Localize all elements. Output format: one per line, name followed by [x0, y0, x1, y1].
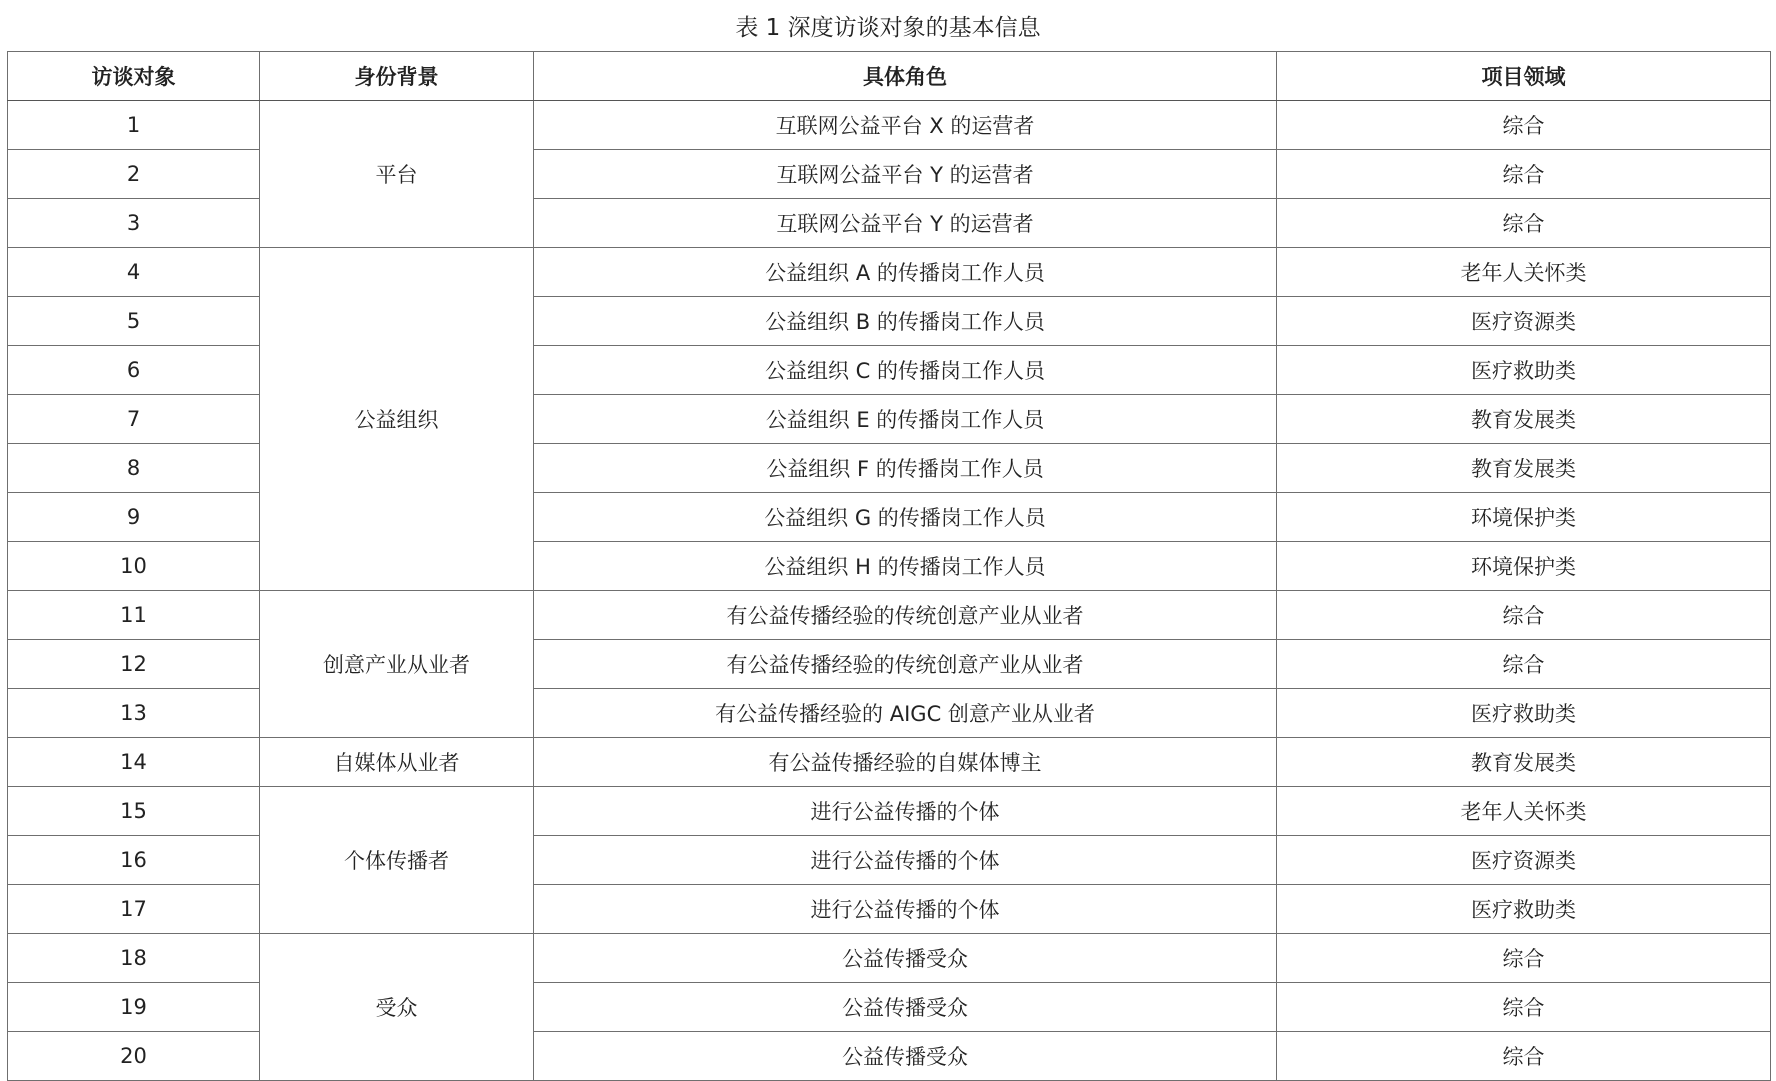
cell-role: 互联网公益平台 Y 的运营者 [534, 150, 1277, 199]
cell-interviewee-id: 11 [8, 591, 260, 640]
cell-interviewee-id: 3 [8, 199, 260, 248]
cell-interviewee-id: 17 [8, 885, 260, 934]
cell-interviewee-id: 5 [8, 297, 260, 346]
cell-field: 综合 [1277, 199, 1771, 248]
cell-interviewee-id: 2 [8, 150, 260, 199]
cell-field: 综合 [1277, 934, 1771, 983]
cell-role: 公益组织 E 的传播岗工作人员 [534, 395, 1277, 444]
table-row [8, 738, 1771, 787]
table-row [8, 787, 1771, 836]
cell-background: 公益组织 [260, 248, 534, 591]
table-row [8, 591, 1771, 640]
cell-role: 公益组织 F 的传播岗工作人员 [534, 444, 1277, 493]
cell-interviewee-id: 16 [8, 836, 260, 885]
cell-interviewee-id: 19 [8, 983, 260, 1032]
table-row [8, 934, 1771, 983]
cell-role: 公益组织 G 的传播岗工作人员 [534, 493, 1277, 542]
cell-field: 综合 [1277, 640, 1771, 689]
cell-interviewee-id: 15 [8, 787, 260, 836]
cell-background: 自媒体从业者 [260, 738, 534, 787]
header-row [8, 52, 1771, 101]
cell-field: 综合 [1277, 1032, 1771, 1081]
cell-role: 互联网公益平台 Y 的运营者 [534, 199, 1277, 248]
header-background: 身份背景 [260, 52, 534, 101]
cell-role: 公益传播受众 [534, 983, 1277, 1032]
cell-field: 医疗救助类 [1277, 346, 1771, 395]
cell-field: 教育发展类 [1277, 738, 1771, 787]
interviewee-table [7, 51, 1771, 1081]
table-caption: 表 1 深度访谈对象的基本信息 [735, 15, 1041, 41]
cell-field: 教育发展类 [1277, 395, 1771, 444]
cell-field: 环境保护类 [1277, 542, 1771, 591]
cell-role: 公益传播受众 [534, 1032, 1277, 1081]
cell-role: 公益组织 C 的传播岗工作人员 [534, 346, 1277, 395]
table-row [8, 248, 1771, 297]
cell-background: 受众 [260, 934, 534, 1081]
cell-interviewee-id: 8 [8, 444, 260, 493]
header-field: 项目领域 [1277, 52, 1771, 101]
table-row [8, 101, 1771, 150]
cell-role: 进行公益传播的个体 [534, 885, 1277, 934]
cell-field: 医疗救助类 [1277, 689, 1771, 738]
cell-role: 公益组织 B 的传播岗工作人员 [534, 297, 1277, 346]
cell-role: 有公益传播经验的 AIGC 创意产业从业者 [534, 689, 1277, 738]
cell-role: 进行公益传播的个体 [534, 836, 1277, 885]
cell-role: 进行公益传播的个体 [534, 787, 1277, 836]
cell-role: 公益传播受众 [534, 934, 1277, 983]
cell-interviewee-id: 10 [8, 542, 260, 591]
cell-field: 医疗资源类 [1277, 297, 1771, 346]
cell-role: 有公益传播经验的传统创意产业从业者 [534, 591, 1277, 640]
cell-background: 个体传播者 [260, 787, 534, 934]
cell-field: 综合 [1277, 591, 1771, 640]
cell-interviewee-id: 20 [8, 1032, 260, 1081]
cell-role: 公益组织 A 的传播岗工作人员 [534, 248, 1277, 297]
cell-field: 综合 [1277, 101, 1771, 150]
cell-background: 平台 [260, 101, 534, 248]
cell-field: 环境保护类 [1277, 493, 1771, 542]
cell-interviewee-id: 1 [8, 101, 260, 150]
cell-role: 公益组织 H 的传播岗工作人员 [534, 542, 1277, 591]
cell-interviewee-id: 6 [8, 346, 260, 395]
header-interviewee: 访谈对象 [8, 52, 260, 101]
cell-interviewee-id: 18 [8, 934, 260, 983]
cell-interviewee-id: 13 [8, 689, 260, 738]
table-header [8, 52, 1771, 101]
cell-role: 有公益传播经验的自媒体博主 [534, 738, 1277, 787]
table-body [8, 101, 1771, 1081]
cell-interviewee-id: 9 [8, 493, 260, 542]
cell-field: 医疗救助类 [1277, 885, 1771, 934]
cell-interviewee-id: 14 [8, 738, 260, 787]
cell-role: 互联网公益平台 X 的运营者 [534, 101, 1277, 150]
cell-field: 医疗资源类 [1277, 836, 1771, 885]
cell-field: 综合 [1277, 983, 1771, 1032]
cell-field: 老年人关怀类 [1277, 787, 1771, 836]
cell-interviewee-id: 7 [8, 395, 260, 444]
cell-role: 有公益传播经验的传统创意产业从业者 [534, 640, 1277, 689]
cell-interviewee-id: 12 [8, 640, 260, 689]
cell-interviewee-id: 4 [8, 248, 260, 297]
cell-background: 创意产业从业者 [260, 591, 534, 738]
header-role: 具体角色 [534, 52, 1277, 101]
cell-field: 老年人关怀类 [1277, 248, 1771, 297]
cell-field: 综合 [1277, 150, 1771, 199]
cell-field: 教育发展类 [1277, 444, 1771, 493]
